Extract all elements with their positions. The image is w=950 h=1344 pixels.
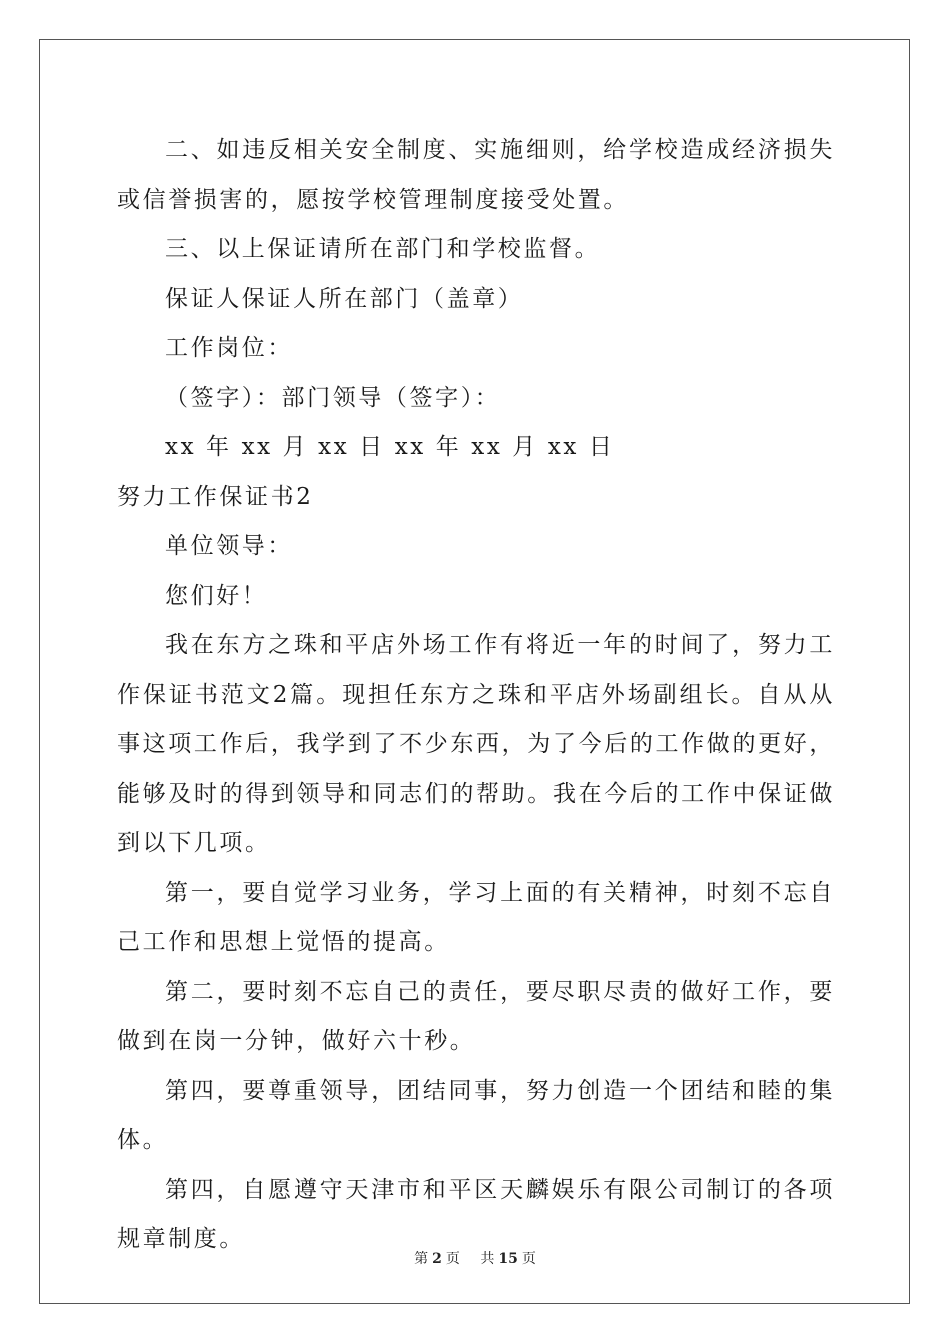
page-prefix: 第	[414, 1251, 429, 1267]
total-prefix: 共	[480, 1251, 495, 1267]
paragraph: 第二，要时刻不忘自己的责任，要尽职尽责的做好工作，要做到在岗一分钟，做好六十秒。	[117, 978, 835, 1054]
page-suffix: 页	[445, 1251, 460, 1267]
paragraph: 三、以上保证请所在部门和学校监督。	[165, 236, 601, 262]
total-suffix: 页	[521, 1251, 536, 1267]
paragraph: 第四，自愿遵守天津市和平区天麟娱乐有限公司制订的各项规章制度。	[117, 1176, 835, 1252]
paragraph: 二、如违反相关安全制度、实施细则，给学校造成经济损失或信誉损害的，愿按学校管理制度接受处置。	[117, 137, 835, 213]
section-title: 努力工作保证书2	[117, 483, 314, 510]
paragraph: 工作岗位：	[165, 335, 293, 361]
paragraph: 保证人保证人所在部门（盖章）	[165, 285, 524, 312]
paragraph: 我在东方之珠和平店外场工作有将近一年的时间了，努力工作保证书范文2篇。现担任东方之珠和平店外场副组长。自从从事这项工作后，我学到了不少东西，为了今后的工作做的更好，能够及时的得到领导和同志们的帮助。我在今后的工作中保证做到以下几项。	[117, 632, 835, 856]
paragraph: 您们好！	[165, 582, 268, 609]
paragraph: 第四，要尊重领导，团结同事，努力创造一个团结和睦的集体。	[117, 1077, 835, 1153]
paragraph: （签字）：部门领导（签字）：	[165, 384, 501, 411]
document-body	[117, 126, 835, 1265]
paragraph: xx 年 xx 月 xx 日 xx 年 xx 月 xx 日	[165, 434, 615, 460]
total-indicator	[476, 1251, 539, 1267]
paragraph: 单位领导：	[165, 533, 293, 559]
paragraph: 第一，要自觉学习业务，学习上面的有关精神，时刻不忘自己工作和思想上觉悟的提高。	[117, 879, 835, 955]
page-number: 2	[432, 1251, 442, 1267]
page-indicator	[410, 1251, 464, 1267]
total-pages: 15	[498, 1251, 518, 1267]
page-footer	[0, 1248, 950, 1268]
